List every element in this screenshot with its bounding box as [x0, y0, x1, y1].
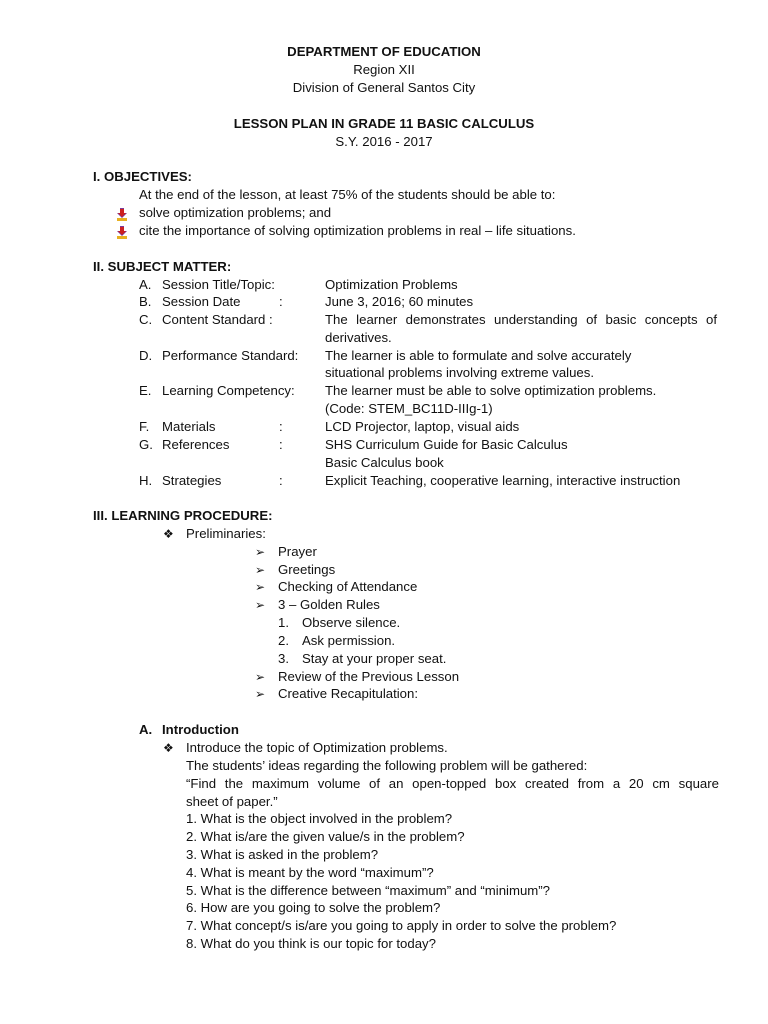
problem-quote-continued: sheet of paper.”	[186, 794, 278, 809]
diamond-bullet-icon: ❖	[163, 527, 174, 541]
rule-text: Observe silence.	[302, 615, 401, 630]
row-letter: D.	[139, 348, 153, 363]
row-value: The learner demonstrates understanding of basic concepts of	[325, 312, 717, 327]
arrowhead-bullet-icon: ➢	[255, 670, 266, 684]
row-value: The learner is able to formulate and solve accurately	[325, 348, 632, 363]
rule-text: Ask permission.	[302, 633, 396, 648]
subject-matter-heading: II. SUBJECT MATTER:	[93, 259, 232, 274]
row-letter: H.	[139, 473, 153, 488]
row-letter: A.	[139, 277, 152, 292]
preliminary-item: Creative Recapitulation:	[278, 686, 419, 701]
row-value-continued: situational problems involving extreme values.	[325, 365, 595, 380]
row-letter: B.	[139, 294, 152, 309]
objectives-heading: I. OBJECTIVES:	[93, 169, 192, 184]
row-colon: :	[279, 294, 283, 309]
preliminary-item: Greetings	[278, 562, 336, 577]
row-colon: :	[279, 419, 283, 434]
row-value-continued: (Code: STEM_BC11D-IIIg-1)	[325, 401, 493, 416]
row-colon: :	[279, 473, 283, 488]
arrowhead-bullet-icon: ➢	[255, 545, 266, 559]
question-item: 5. What is the difference between “maximum” and “minimum”?	[186, 883, 551, 898]
diamond-bullet-icon: ❖	[163, 741, 174, 755]
question-item: 2. What is/are the given value/s in the problem?	[186, 829, 465, 844]
preliminaries-label: Preliminaries:	[186, 526, 266, 541]
arrowhead-bullet-icon: ➢	[255, 563, 266, 577]
arrow-bullet-icon	[116, 208, 128, 222]
row-value: Explicit Teaching, cooperative learning, interactive instruction	[325, 473, 681, 488]
section-letter: A.	[139, 722, 153, 737]
row-label: Session Date	[162, 294, 241, 309]
row-value: SHS Curriculum Guide for Basic Calculus	[325, 437, 568, 452]
row-letter: E.	[139, 383, 152, 398]
arrowhead-bullet-icon: ➢	[255, 598, 266, 612]
arrow-bullet-icon	[116, 226, 128, 240]
row-colon: :	[279, 437, 283, 452]
row-value-continued: Basic Calculus book	[325, 455, 444, 470]
introduction-bullet: Introduce the topic of Optimization problems.	[186, 740, 448, 755]
row-label: Learning Competency:	[162, 383, 295, 398]
preliminary-item: Checking of Attendance	[278, 579, 418, 594]
row-letter: G.	[139, 437, 153, 452]
question-item: 4. What is meant by the word “maximum”?	[186, 865, 434, 880]
row-letter: F.	[139, 419, 150, 434]
objective-item: solve optimization problems; and	[139, 205, 332, 220]
row-value-continued: derivatives.	[325, 330, 392, 345]
rule-number: 2.	[278, 633, 289, 648]
row-label: Strategies	[162, 473, 222, 488]
lesson-plan-title: LESSON PLAN IN GRADE 11 BASIC CALCULUS	[233, 116, 535, 131]
question-item: 6. How are you going to solve the problem?	[186, 900, 441, 915]
school-year: S.Y. 2016 - 2017	[335, 134, 433, 149]
rule-text: Stay at your proper seat.	[302, 651, 447, 666]
row-label: Content Standard :	[162, 312, 273, 327]
row-label: References	[162, 437, 230, 452]
row-letter: C.	[139, 312, 153, 327]
question-item: 7. What concept/s is/are you going to apply in order to solve the problem?	[186, 918, 617, 933]
region-line: Region XII	[353, 62, 415, 77]
arrowhead-bullet-icon: ➢	[255, 687, 266, 701]
rule-number: 1.	[278, 615, 289, 630]
introduction-text: The students’ ideas regarding the following problem will be gathered:	[186, 758, 588, 773]
row-value: Optimization Problems	[325, 277, 458, 292]
introduction-heading: Introduction	[162, 722, 239, 737]
row-label: Performance Standard:	[162, 348, 299, 363]
row-value: LCD Projector, laptop, visual aids	[325, 419, 520, 434]
preliminary-item: Prayer	[278, 544, 317, 559]
problem-quote: “Find the maximum volume of an open-topped box created from a 20 cm square	[186, 776, 719, 791]
question-item: 3. What is asked in the problem?	[186, 847, 379, 862]
learning-procedure-heading: III. LEARNING PROCEDURE:	[93, 508, 273, 523]
row-label: Session Title/Topic:	[162, 277, 275, 292]
division-line: Division of General Santos City	[292, 80, 476, 95]
question-item: 8. What do you think is our topic for today?	[186, 936, 436, 951]
rule-number: 3.	[278, 651, 289, 666]
objective-item: cite the importance of solving optimization problems in real – life situations.	[139, 223, 576, 238]
row-label: Materials	[162, 419, 216, 434]
department-heading: DEPARTMENT OF EDUCATION	[287, 44, 481, 59]
row-value: June 3, 2016; 60 minutes	[325, 294, 474, 309]
preliminary-item: Review of the Previous Lesson	[278, 669, 460, 684]
row-value: The learner must be able to solve optimization problems.	[325, 383, 657, 398]
question-item: 1. What is the object involved in the problem?	[186, 811, 453, 826]
preliminary-item: 3 – Golden Rules	[278, 597, 380, 612]
arrowhead-bullet-icon: ➢	[255, 580, 266, 594]
objectives-intro: At the end of the lesson, at least 75% of the students should be able to:	[139, 187, 556, 202]
